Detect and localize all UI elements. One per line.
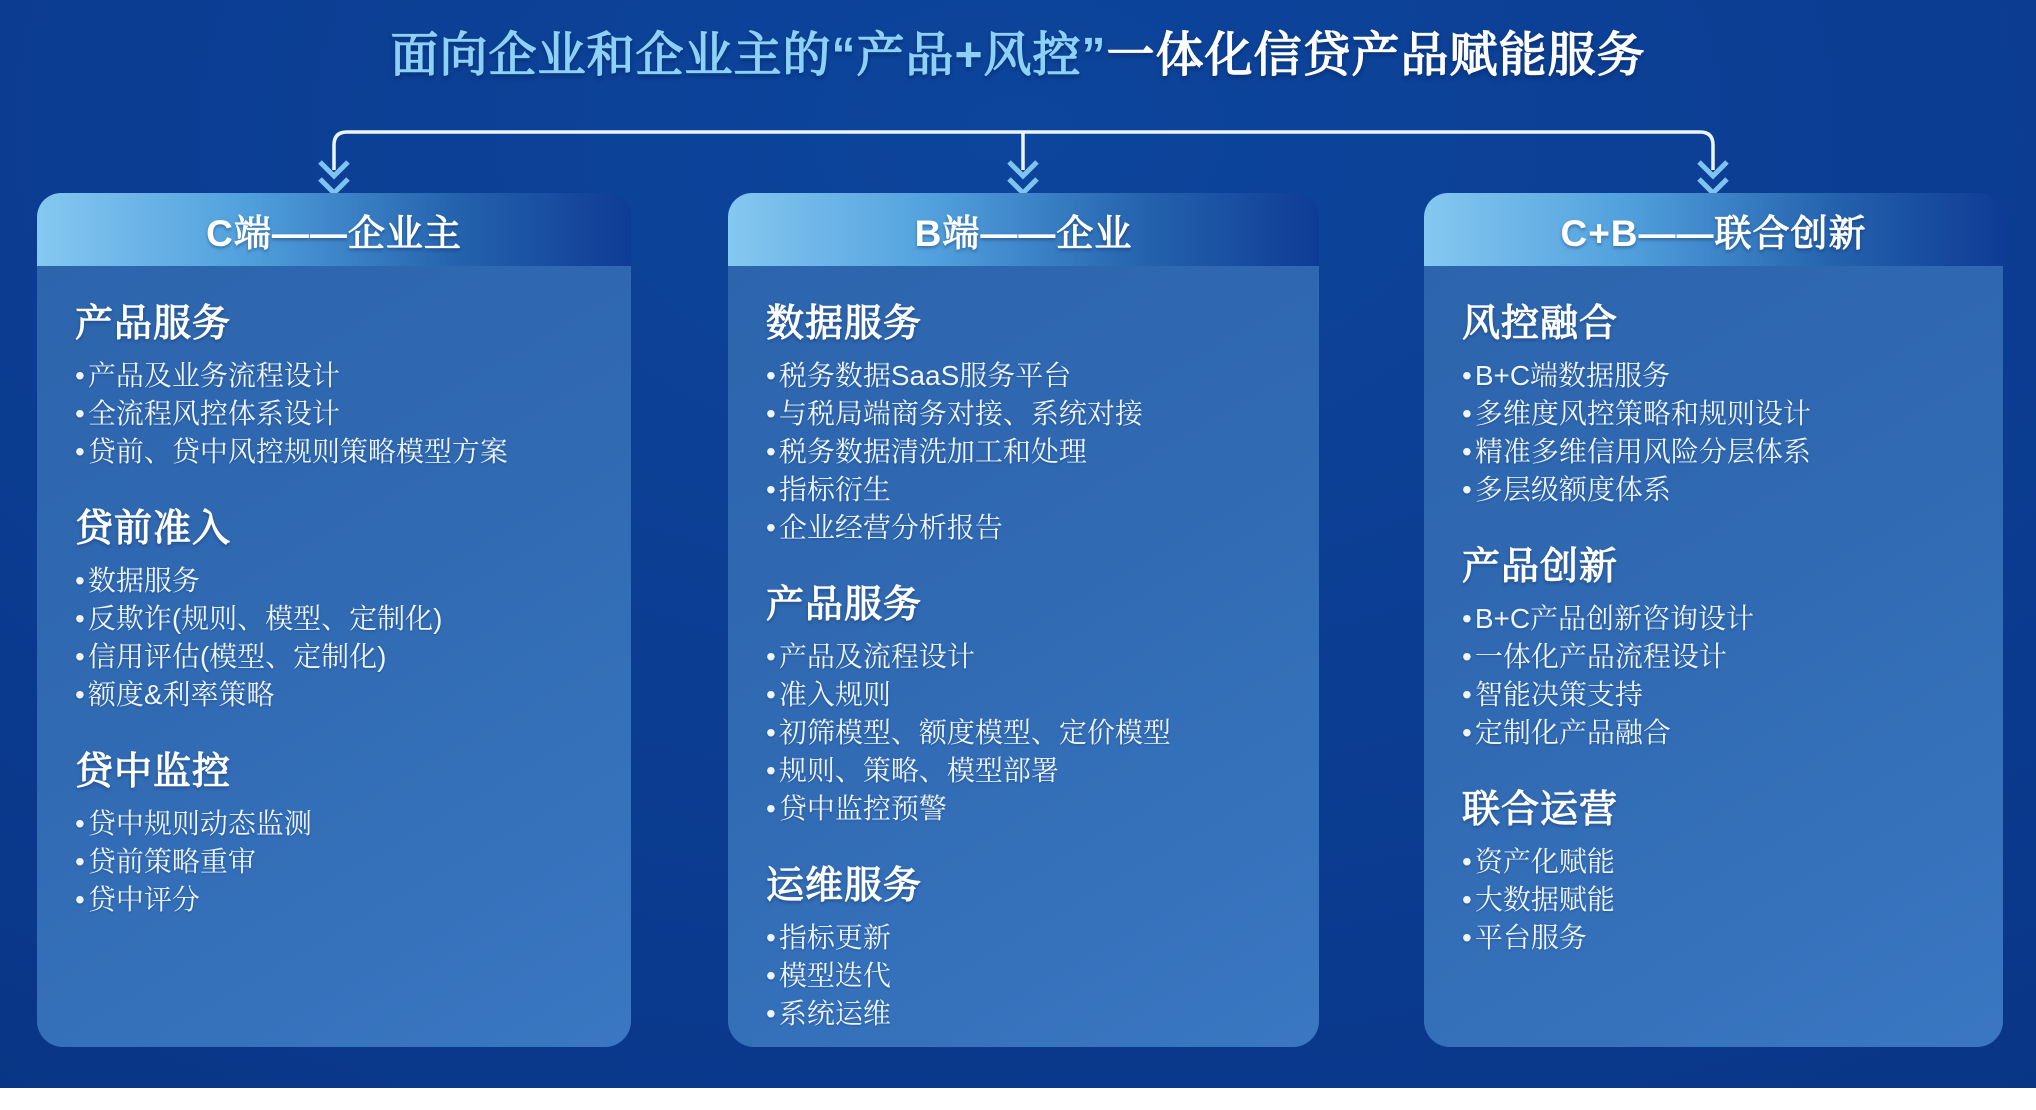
list-item-text: 定制化产品融合 <box>1474 717 1671 748</box>
list-item <box>1462 395 1983 433</box>
card-section <box>766 854 1299 1033</box>
card-header <box>728 193 1319 266</box>
section-list <box>766 919 1299 1033</box>
section-list <box>75 562 611 714</box>
card-section <box>75 497 611 714</box>
bullet-glyph: • <box>1462 398 1472 429</box>
list-item <box>766 919 1299 957</box>
list-item <box>1462 919 1983 957</box>
list-item-text: 全流程风控体系设计 <box>87 398 340 429</box>
section-heading: 产品服务 <box>75 303 232 345</box>
bullet-glyph: • <box>75 641 85 672</box>
list-item-text: 与税局端商务对接、系统对接 <box>778 398 1143 429</box>
card-header <box>1424 193 2003 266</box>
bullet-glyph: • <box>766 679 776 710</box>
title-rest: 一体化信贷产品赋能服务 <box>1106 29 1646 82</box>
bullet-glyph: • <box>75 808 85 839</box>
card-section <box>1462 535 1983 752</box>
list-item <box>75 395 611 433</box>
bullet-glyph: • <box>1462 474 1472 505</box>
bullet-glyph: • <box>766 922 776 953</box>
section-heading: 贷前准入 <box>75 508 232 550</box>
list-item-text: 产品及流程设计 <box>778 641 975 672</box>
list-item-text: 多层级额度体系 <box>1474 474 1671 505</box>
section-list <box>75 805 611 919</box>
list-item-text: 贷前策略重审 <box>87 846 256 877</box>
list-item-text: 准入规则 <box>778 679 891 710</box>
bullet-glyph: • <box>75 436 85 467</box>
section-heading: 运维服务 <box>766 865 923 907</box>
section-heading: 数据服务 <box>766 303 923 345</box>
bullet-glyph: • <box>1462 922 1472 953</box>
list-item-text: 平台服务 <box>1474 922 1587 953</box>
list-item-text: 一体化产品流程设计 <box>1474 641 1727 672</box>
bullet-glyph: • <box>75 846 85 877</box>
card-section <box>766 573 1299 828</box>
bullet-glyph: • <box>766 641 776 672</box>
card-section <box>75 740 611 919</box>
bullet-glyph: • <box>1462 679 1472 710</box>
bullet-glyph: • <box>1462 846 1472 877</box>
bullet-glyph: • <box>766 512 776 543</box>
card-section <box>75 292 611 471</box>
list-item <box>75 562 611 600</box>
bullet-glyph: • <box>766 398 776 429</box>
bullet-glyph: • <box>766 998 776 1029</box>
list-item <box>75 357 611 395</box>
card-title: C端——企业主 <box>206 212 462 254</box>
bullet-glyph: • <box>75 360 85 391</box>
list-item <box>75 805 611 843</box>
bullet-glyph: • <box>1462 603 1472 634</box>
bullet-glyph: • <box>766 755 776 786</box>
bullet-glyph: • <box>75 603 85 634</box>
bullet-glyph: • <box>1462 436 1472 467</box>
list-item-text: 贷中监控预警 <box>778 793 947 824</box>
section-list <box>766 357 1299 547</box>
list-item-text: 税务数据清洗加工和处理 <box>778 436 1087 467</box>
list-item <box>75 600 611 638</box>
list-item-text: 多维度风控策略和规则设计 <box>1474 398 1811 429</box>
list-item-text: 资产化赋能 <box>1474 846 1615 877</box>
list-item <box>75 843 611 881</box>
list-item <box>1462 881 1983 919</box>
list-item <box>766 433 1299 471</box>
card-body <box>728 266 1319 1047</box>
section-heading: 贷中监控 <box>75 751 232 793</box>
card-section <box>1462 292 1983 509</box>
list-item <box>766 752 1299 790</box>
bullet-glyph: • <box>766 717 776 748</box>
list-item-text: 系统运维 <box>778 998 891 1029</box>
list-item-text: 模型迭代 <box>778 960 891 991</box>
list-item-text: 产品及业务流程设计 <box>87 360 340 391</box>
page-title <box>0 16 2036 85</box>
list-item-text: 智能决策支持 <box>1474 679 1643 710</box>
bullet-glyph: • <box>1462 717 1472 748</box>
list-item <box>766 395 1299 433</box>
title-highlight: 面向企业和企业主的“产品+风控” <box>390 29 1107 82</box>
list-item-text: 贷前、贷中风控规则策略模型方案 <box>87 436 508 467</box>
list-item-text: 信用评估(模型、定制化) <box>87 641 387 672</box>
list-item <box>766 957 1299 995</box>
bullet-glyph: • <box>1462 360 1472 391</box>
bullet-glyph: • <box>766 960 776 991</box>
list-item-text: 贷中规则动态监测 <box>87 808 312 839</box>
list-item <box>766 509 1299 547</box>
list-item-text: 额度&利率策略 <box>87 679 275 710</box>
list-item <box>1462 843 1983 881</box>
card-title: C+B——联合创新 <box>1560 212 1867 254</box>
card-section <box>1462 778 1983 957</box>
list-item-text: 指标更新 <box>778 922 891 953</box>
list-item <box>766 995 1299 1033</box>
list-item <box>75 638 611 676</box>
bullet-glyph: • <box>766 474 776 505</box>
list-item <box>1462 638 1983 676</box>
bullet-glyph: • <box>766 793 776 824</box>
bottom-white-strip <box>0 1088 2036 1110</box>
card <box>37 193 631 1047</box>
bullet-glyph: • <box>766 436 776 467</box>
section-heading: 联合运营 <box>1462 789 1619 831</box>
list-item <box>75 433 611 471</box>
list-item-text: 指标衍生 <box>778 474 891 505</box>
section-heading: 产品服务 <box>766 584 923 626</box>
list-item <box>766 790 1299 828</box>
section-list <box>1462 600 1983 752</box>
list-item <box>766 638 1299 676</box>
bullet-glyph: • <box>1462 641 1472 672</box>
card-section <box>766 292 1299 547</box>
section-list <box>766 638 1299 828</box>
bullet-glyph: • <box>75 398 85 429</box>
list-item-text: B+C端数据服务 <box>1474 360 1671 391</box>
list-item-text: 规则、策略、模型部署 <box>778 755 1059 786</box>
card <box>1424 193 2003 1047</box>
section-list <box>1462 843 1983 957</box>
list-item <box>1462 357 1983 395</box>
card <box>728 193 1319 1047</box>
list-item <box>1462 600 1983 638</box>
list-item <box>766 357 1299 395</box>
bullet-glyph: • <box>75 565 85 596</box>
list-item <box>1462 433 1983 471</box>
list-item <box>75 881 611 919</box>
list-item <box>766 676 1299 714</box>
list-item <box>1462 676 1983 714</box>
list-item-text: 税务数据SaaS服务平台 <box>778 360 1072 391</box>
bullet-glyph: • <box>75 679 85 710</box>
list-item-text: 数据服务 <box>87 565 200 596</box>
card-header <box>37 193 631 266</box>
card-body <box>37 266 631 1047</box>
list-item-text: B+C产品创新咨询设计 <box>1474 603 1755 634</box>
list-item-text: 初筛模型、额度模型、定价模型 <box>778 717 1171 748</box>
section-list <box>1462 357 1983 509</box>
list-item <box>1462 471 1983 509</box>
list-item <box>766 471 1299 509</box>
list-item-text: 贷中评分 <box>87 884 200 915</box>
section-heading: 产品创新 <box>1462 546 1619 588</box>
list-item-text: 反欺诈(规则、模型、定制化) <box>87 603 443 634</box>
list-item-text: 精准多维信用风险分层体系 <box>1474 436 1811 467</box>
list-item-text: 大数据赋能 <box>1474 884 1615 915</box>
list-item <box>766 714 1299 752</box>
list-item <box>1462 714 1983 752</box>
list-item-text: 企业经营分析报告 <box>778 512 1003 543</box>
section-list <box>75 357 611 471</box>
list-item <box>75 676 611 714</box>
card-title: B端——企业 <box>914 212 1133 254</box>
section-heading: 风控融合 <box>1462 303 1619 345</box>
bullet-glyph: • <box>75 884 85 915</box>
cards-row <box>0 193 2036 1048</box>
bullet-glyph: • <box>1462 884 1472 915</box>
bullet-glyph: • <box>766 360 776 391</box>
card-body <box>1424 266 2003 1047</box>
